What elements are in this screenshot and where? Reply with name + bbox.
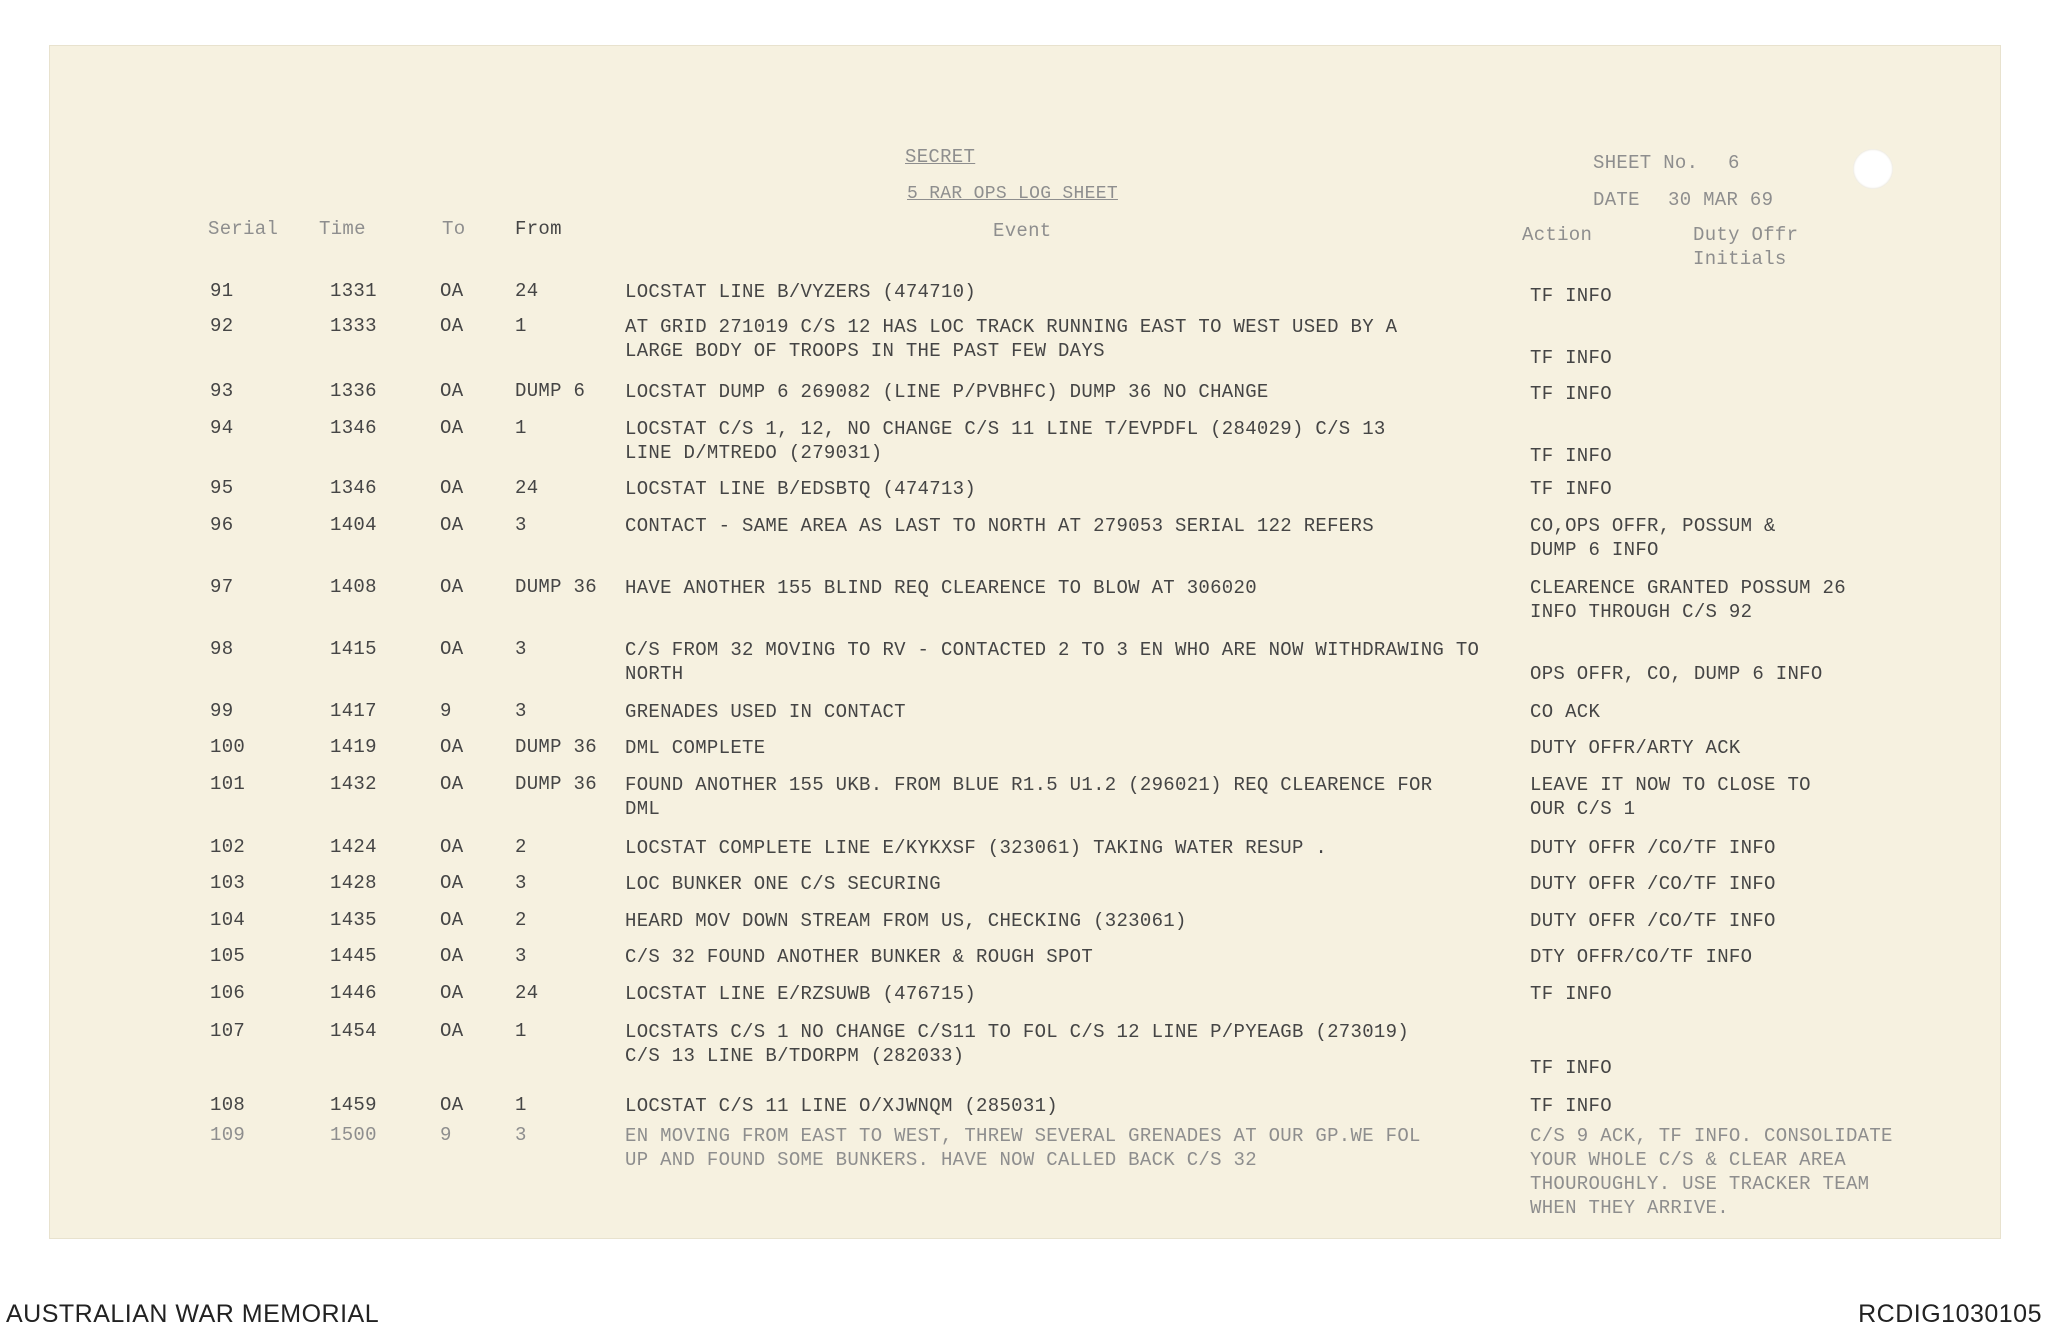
row-time: 1346 <box>330 417 377 439</box>
row-action-line: TF INFO <box>1530 478 1612 500</box>
row-action-line: DUTY OFFR /CO/TF INFO <box>1530 910 1776 932</box>
row-event-line: FOUND ANOTHER 155 UKB. FROM BLUE R1.5 U1.2 (296021) REQ CLEARENCE FOR <box>625 774 1433 796</box>
row-event-line: UP AND FOUND SOME BUNKERS. HAVE NOW CALLED BACK C/S 32 <box>625 1149 1257 1171</box>
row-time: 1404 <box>330 514 377 536</box>
row-to: OA <box>440 982 464 1004</box>
row-action-line: DUTY OFFR /CO/TF INFO <box>1530 873 1776 895</box>
row-time: 1408 <box>330 576 377 598</box>
column-header-to: To <box>442 218 466 240</box>
row-from: 2 <box>515 836 527 858</box>
row-time: 1415 <box>330 638 377 660</box>
row-event-line: LOCSTATS C/S 1 NO CHANGE C/S11 TO FOL C/S 12 LINE P/PYEAGB (273019) <box>625 1021 1410 1043</box>
row-to: OA <box>440 477 464 499</box>
row-event-line: LOC BUNKER ONE C/S SECURING <box>625 873 941 895</box>
row-from: 24 <box>515 280 539 302</box>
row-to: OA <box>440 417 464 439</box>
row-action-line: OUR C/S 1 <box>1530 798 1636 820</box>
row-to: OA <box>440 380 464 402</box>
row-serial: 104 <box>210 909 246 931</box>
column-header-time: Time <box>319 218 366 240</box>
row-time: 1417 <box>330 700 377 722</box>
column-header-action: Action <box>1522 224 1593 246</box>
row-event-line: EN MOVING FROM EAST TO WEST, THREW SEVERAL GRENADES AT OUR GP.WE FOL <box>625 1125 1421 1147</box>
row-to: 9 <box>440 700 452 722</box>
row-action-line: DUMP 6 INFO <box>1530 539 1659 561</box>
row-event-line: DML <box>625 798 661 820</box>
row-event-line: LOCSTAT LINE E/RZSUWB (476715) <box>625 983 977 1005</box>
row-action-line: WHEN THEY ARRIVE. <box>1530 1197 1729 1219</box>
date-label: DATE <box>1593 189 1640 211</box>
row-to: OA <box>440 315 464 337</box>
row-event-line: C/S 32 FOUND ANOTHER BUNKER & ROUGH SPOT <box>625 946 1094 968</box>
row-action-line: TF INFO <box>1530 383 1612 405</box>
row-from: DUMP 36 <box>515 736 597 758</box>
row-event-line: LOCSTAT LINE B/VYZERS (474710) <box>625 281 977 303</box>
row-from: 1 <box>515 1020 527 1042</box>
row-event-line: LOCSTAT LINE B/EDSBTQ (474713) <box>625 478 977 500</box>
row-action-line: CLEARENCE GRANTED POSSUM 26 <box>1530 577 1846 599</box>
row-to: OA <box>440 1094 464 1116</box>
row-to: OA <box>440 736 464 758</box>
row-time: 1333 <box>330 315 377 337</box>
row-event-line: LINE D/MTREDO (279031) <box>625 442 883 464</box>
row-action-line: YOUR WHOLE C/S & CLEAR AREA <box>1530 1149 1846 1171</box>
row-event-line: C/S 13 LINE B/TDORPM (282033) <box>625 1045 965 1067</box>
row-event-line: HEARD MOV DOWN STREAM FROM US, CHECKING (323061) <box>625 910 1187 932</box>
row-serial: 97 <box>210 576 234 598</box>
footer-reference: RCDIG1030105 <box>1858 1300 2042 1328</box>
row-to: OA <box>440 1020 464 1042</box>
row-time: 1336 <box>330 380 377 402</box>
row-action-line: TF INFO <box>1530 285 1612 307</box>
row-from: 3 <box>515 1124 527 1146</box>
row-event-line: NORTH <box>625 663 684 685</box>
row-time: 1346 <box>330 477 377 499</box>
row-to: OA <box>440 945 464 967</box>
punch-hole <box>1853 149 1893 189</box>
row-serial: 93 <box>210 380 234 402</box>
row-from: DUMP 36 <box>515 773 597 795</box>
row-serial: 109 <box>210 1124 246 1146</box>
row-serial: 106 <box>210 982 246 1004</box>
row-from: 1 <box>515 315 527 337</box>
sheet-title: 5 RAR OPS LOG SHEET <box>907 184 1118 204</box>
top-margin <box>0 0 2048 44</box>
row-event-line: LOCSTAT C/S 11 LINE O/XJWNQM (285031) <box>625 1095 1058 1117</box>
row-from: 3 <box>515 638 527 660</box>
row-event-line: DML COMPLETE <box>625 737 766 759</box>
row-from: 3 <box>515 514 527 536</box>
row-from: 1 <box>515 417 527 439</box>
sheet-number-label: SHEET No. <box>1593 152 1699 174</box>
row-serial: 102 <box>210 836 246 858</box>
row-serial: 98 <box>210 638 234 660</box>
column-header-event: Event <box>993 220 1052 242</box>
row-serial: 100 <box>210 736 246 758</box>
row-from: DUMP 36 <box>515 576 597 598</box>
row-event-line: LOCSTAT DUMP 6 269082 (LINE P/PVBHFC) DUMP 36 NO CHANGE <box>625 381 1269 403</box>
row-action-line: LEAVE IT NOW TO CLOSE TO <box>1530 774 1811 796</box>
row-action-line: CO ACK <box>1530 701 1601 723</box>
row-to: 9 <box>440 1124 452 1146</box>
row-action-line: TF INFO <box>1530 1057 1612 1079</box>
row-to: OA <box>440 836 464 858</box>
row-from: 1 <box>515 1094 527 1116</box>
row-to: OA <box>440 909 464 931</box>
row-event-line: LOCSTAT C/S 1, 12, NO CHANGE C/S 11 LINE T/EVPDFL (284029) C/S 13 <box>625 418 1386 440</box>
row-event-line: AT GRID 271019 C/S 12 HAS LOC TRACK RUNNING EAST TO WEST USED BY A <box>625 316 1398 338</box>
row-serial: 96 <box>210 514 234 536</box>
footer-institution: AUSTRALIAN WAR MEMORIAL <box>6 1300 380 1328</box>
row-serial: 108 <box>210 1094 246 1116</box>
row-to: OA <box>440 638 464 660</box>
row-action-line: TF INFO <box>1530 445 1612 467</box>
row-time: 1419 <box>330 736 377 758</box>
row-event-line: HAVE ANOTHER 155 BLIND REQ CLEARENCE TO BLOW AT 306020 <box>625 577 1257 599</box>
row-action-line: INFO THROUGH C/S 92 <box>1530 601 1753 623</box>
column-header-duty-offr: Duty Offr <box>1693 224 1799 246</box>
column-header-initials: Initials <box>1693 248 1787 270</box>
row-time: 1331 <box>330 280 377 302</box>
row-time: 1454 <box>330 1020 377 1042</box>
row-action-line: TF INFO <box>1530 347 1612 369</box>
row-serial: 92 <box>210 315 234 337</box>
row-from: 24 <box>515 982 539 1004</box>
row-from: 3 <box>515 945 527 967</box>
date-value: 30 MAR 69 <box>1668 189 1774 211</box>
row-event-line: CONTACT - SAME AREA AS LAST TO NORTH AT 279053 SERIAL 122 REFERS <box>625 515 1374 537</box>
row-action-line: THOUROUGHLY. USE TRACKER TEAM <box>1530 1173 1870 1195</box>
row-time: 1424 <box>330 836 377 858</box>
row-time: 1432 <box>330 773 377 795</box>
row-event-line: GRENADES USED IN CONTACT <box>625 701 906 723</box>
row-action-line: OPS OFFR, CO, DUMP 6 INFO <box>1530 663 1823 685</box>
row-action-line: C/S 9 ACK, TF INFO. CONSOLIDATE <box>1530 1125 1893 1147</box>
row-serial: 95 <box>210 477 234 499</box>
row-serial: 107 <box>210 1020 246 1042</box>
row-from: 3 <box>515 700 527 722</box>
row-event-line: C/S FROM 32 MOVING TO RV - CONTACTED 2 TO 3 EN WHO ARE NOW WITHDRAWING TO <box>625 639 1480 661</box>
row-time: 1445 <box>330 945 377 967</box>
column-header-serial: Serial <box>208 218 279 240</box>
row-to: OA <box>440 280 464 302</box>
row-serial: 94 <box>210 417 234 439</box>
row-event-line: LOCSTAT COMPLETE LINE E/KYKXSF (323061) TAKING WATER RESUP . <box>625 837 1328 859</box>
row-serial: 91 <box>210 280 234 302</box>
row-from: 2 <box>515 909 527 931</box>
row-from: 24 <box>515 477 539 499</box>
row-to: OA <box>440 576 464 598</box>
classification-stamp: SECRET <box>905 146 976 168</box>
row-serial: 99 <box>210 700 234 722</box>
row-action-line: TF INFO <box>1530 983 1612 1005</box>
row-time: 1435 <box>330 909 377 931</box>
row-time: 1446 <box>330 982 377 1004</box>
row-to: OA <box>440 773 464 795</box>
column-header-from: From <box>515 218 562 240</box>
row-from: DUMP 6 <box>515 380 586 402</box>
row-time: 1500 <box>330 1124 377 1146</box>
row-action-line: DUTY OFFR/ARTY ACK <box>1530 737 1741 759</box>
row-time: 1428 <box>330 872 377 894</box>
sheet-number: 6 <box>1728 152 1740 174</box>
row-from: 3 <box>515 872 527 894</box>
row-to: OA <box>440 514 464 536</box>
row-action-line: DUTY OFFR /CO/TF INFO <box>1530 837 1776 859</box>
row-event-line: LARGE BODY OF TROOPS IN THE PAST FEW DAYS <box>625 340 1105 362</box>
row-action-line: DTY OFFR/CO/TF INFO <box>1530 946 1753 968</box>
row-serial: 101 <box>210 773 246 795</box>
row-action-line: CO,OPS OFFR, POSSUM & <box>1530 515 1776 537</box>
row-time: 1459 <box>330 1094 377 1116</box>
row-serial: 105 <box>210 945 246 967</box>
row-to: OA <box>440 872 464 894</box>
row-serial: 103 <box>210 872 246 894</box>
row-action-line: TF INFO <box>1530 1095 1612 1117</box>
